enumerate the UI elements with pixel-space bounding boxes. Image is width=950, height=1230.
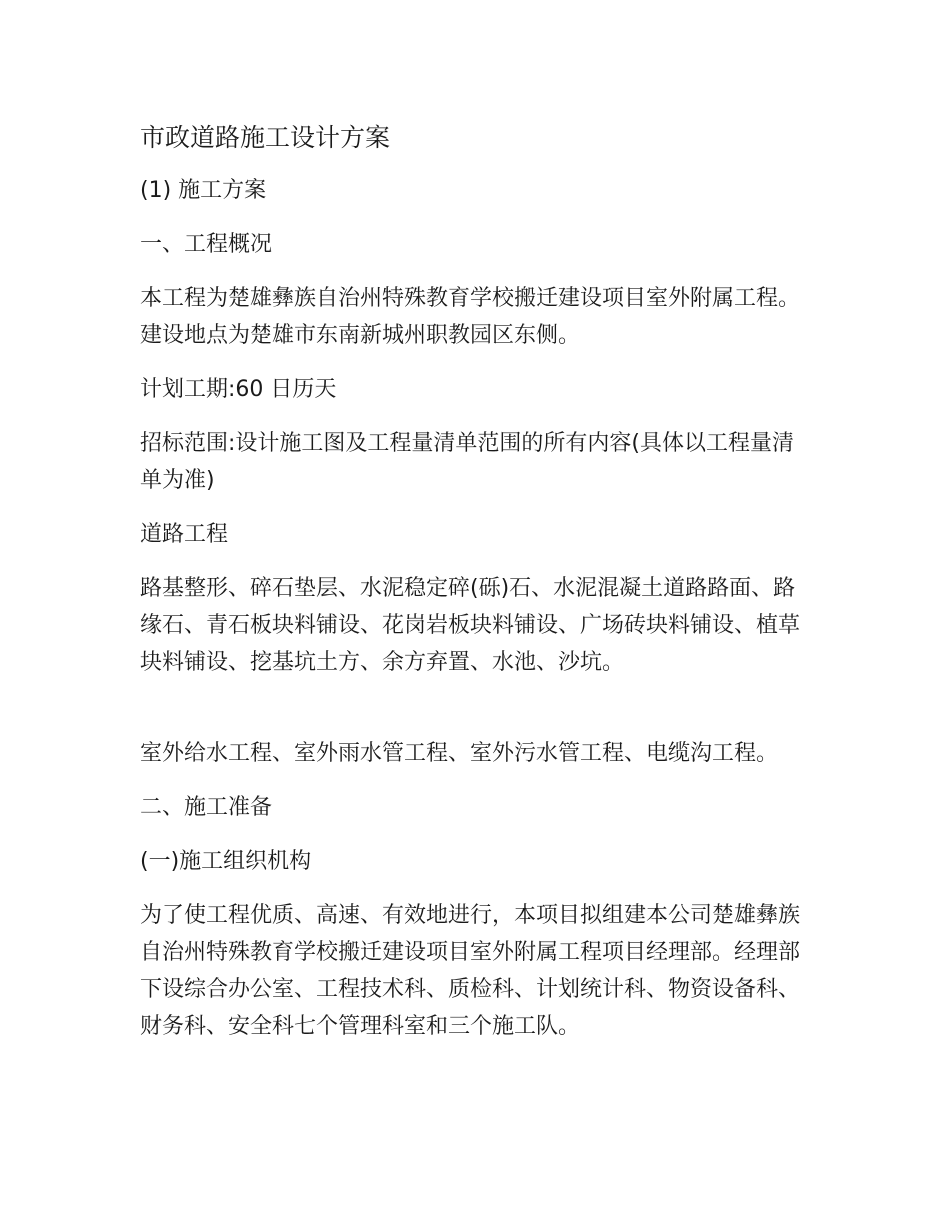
paragraph-outdoor-pipe-works: 室外给水工程、室外雨水管工程、室外污水管工程、电缆沟工程。 [140,741,779,766]
document-title: 市政道路施工设计方案 [140,123,391,152]
paragraph-project-description: 本工程为楚雄彝族自治州特殊教育学校搬迁建设项目室外附属工程。建设地点为楚雄市东南新城州职教园区东侧。 [140,286,801,348]
document-body [140,118,812,1062]
paragraph-organization-description: 为了使工程优质、高速、有效地进行，本项目拟组建本公司楚雄彝族自治州特殊教育学校搬迁建设项目室外附属工程项目经理部。经理部下设综合办公室、工程技术科、质检科、计划统计科、物资设备科、财务科、安全科七个管理科室和三个施工队。 [140,903,801,1039]
paragraph-road-works-list: 路基整形、碎石垫层、水泥稳定碎(砾)石、水泥混凝土道路路面、路缘石、青石板块料铺设、花岗岩板块料铺设、广场砖块料铺设、植草块料铺设、挖基坑土方、余方弃置、水池、沙坑。 [140,576,801,675]
paragraph-bid-scope: 招标范围:设计施工图及工程量清单范围的所有内容(具体以工程量清单为准) [140,431,794,493]
section-construction-plan: (1) 施工方案 [140,178,267,203]
heading-organization: (一)施工组织机构 [140,849,312,874]
heading-project-overview: 一、工程概况 [140,232,273,257]
heading-construction-preparation: 二、施工准备 [140,795,273,820]
paragraph-planned-duration: 计划工期:60 日历天 [140,377,337,402]
heading-road-works: 道路工程 [140,522,229,547]
